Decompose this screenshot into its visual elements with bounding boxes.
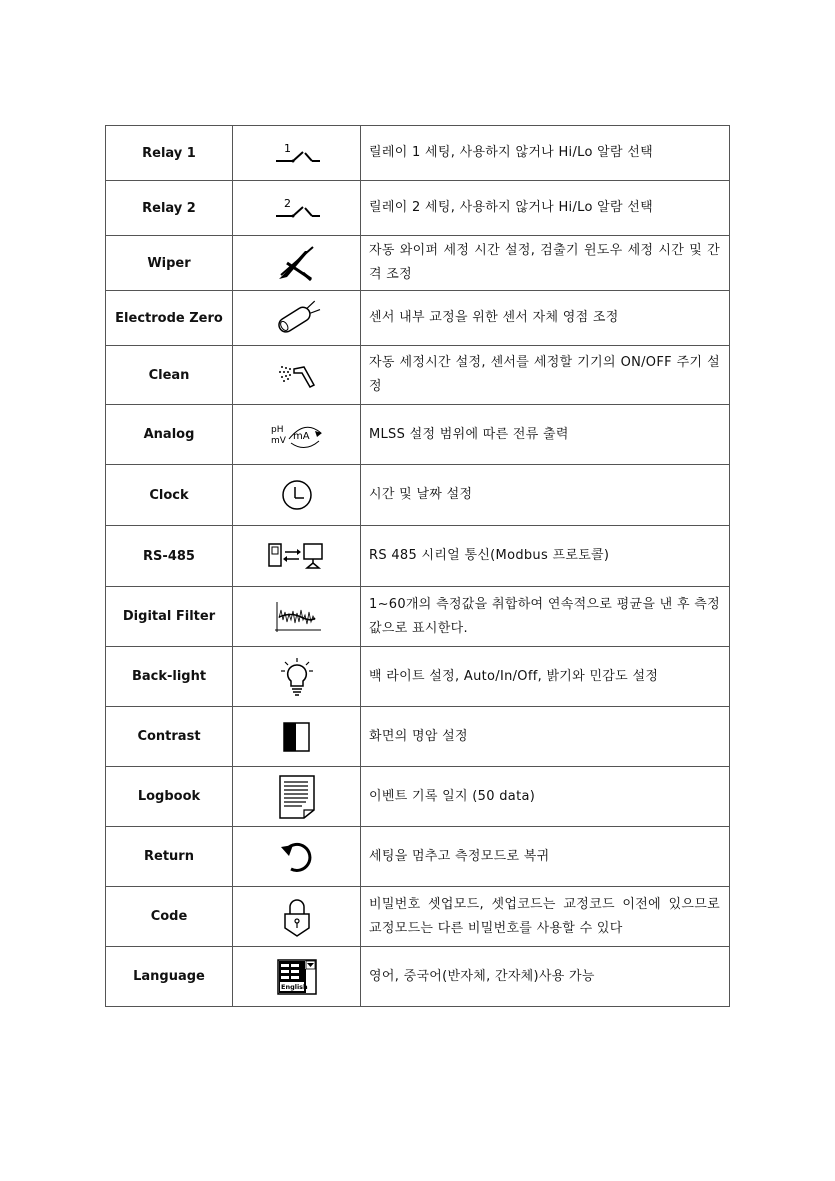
menu-item-description: 릴레이 1 세팅, 사용하지 않거나 Hi/Lo 알람 선택 bbox=[361, 126, 730, 181]
menu-item-name: Clean bbox=[106, 346, 233, 405]
settings-menu-table bbox=[105, 125, 730, 1007]
menu-item-description: 자동 세정시간 설정, 센서를 세정할 기기의 ON/OFF 주기 설정 bbox=[361, 346, 730, 405]
relay-number: 2 bbox=[283, 197, 291, 210]
table-row bbox=[106, 465, 730, 526]
menu-item-description: 이벤트 기록 일지 (50 data) bbox=[361, 767, 730, 827]
table-row bbox=[106, 291, 730, 346]
language-option-english: English bbox=[280, 982, 308, 991]
analog-output-icon bbox=[269, 419, 325, 451]
relay-1-icon bbox=[272, 141, 322, 165]
wiper-icon bbox=[275, 243, 319, 283]
menu-item-description: 1~60개의 측정값을 취합하여 연속적으로 평균을 낸 후 측정값으로 표시한다. bbox=[361, 587, 730, 647]
menu-item-name: Back-light bbox=[106, 647, 233, 707]
menu-item-name: Language bbox=[106, 947, 233, 1007]
menu-item-description: 영어, 중국어(반자체, 간자체)사용 가능 bbox=[361, 947, 730, 1007]
menu-item-name: Relay 1 bbox=[106, 126, 233, 181]
table-row bbox=[106, 405, 730, 465]
table-row bbox=[106, 707, 730, 767]
language-icon bbox=[277, 959, 317, 995]
table-row bbox=[106, 767, 730, 827]
rs485-icon bbox=[267, 540, 327, 572]
table-row bbox=[106, 887, 730, 947]
table-row bbox=[106, 236, 730, 291]
menu-item-name: Analog bbox=[106, 405, 233, 465]
menu-item-description: 시간 및 날짜 설정 bbox=[361, 465, 730, 526]
menu-item-name: Wiper bbox=[106, 236, 233, 291]
return-icon bbox=[277, 839, 317, 875]
analog-mv-label: mV bbox=[270, 435, 286, 446]
analog-ma-label: mA bbox=[292, 430, 310, 442]
menu-item-description: 센서 내부 교정을 위한 센서 자체 영점 조정 bbox=[361, 291, 730, 346]
contrast-icon bbox=[283, 722, 311, 752]
menu-item-name: Return bbox=[106, 827, 233, 887]
menu-item-name: Electrode Zero bbox=[106, 291, 233, 346]
table-row bbox=[106, 647, 730, 707]
digital-filter-icon bbox=[271, 598, 323, 636]
menu-item-description: 백 라이트 설정, Auto/In/Off, 밝기와 민감도 설정 bbox=[361, 647, 730, 707]
menu-item-name: RS-485 bbox=[106, 526, 233, 587]
menu-item-name: Relay 2 bbox=[106, 181, 233, 236]
menu-item-name: Logbook bbox=[106, 767, 233, 827]
menu-item-description: 화면의 명암 설정 bbox=[361, 707, 730, 767]
table-row bbox=[106, 587, 730, 647]
menu-item-description: 자동 와이퍼 세정 시간 설정, 검출기 윈도우 세정 시간 및 간격 조정 bbox=[361, 236, 730, 291]
menu-item-description: RS 485 시리얼 통신(Modbus 프로토콜) bbox=[361, 526, 730, 587]
analog-ph-label: pH bbox=[270, 424, 283, 435]
relay-number: 1 bbox=[283, 142, 291, 155]
menu-item-description: 릴레이 2 세팅, 사용하지 않거나 Hi/Lo 알람 선택 bbox=[361, 181, 730, 236]
electrode-icon bbox=[269, 298, 325, 338]
table-row bbox=[106, 346, 730, 405]
logbook-icon bbox=[278, 774, 316, 820]
menu-item-description: 세팅을 멈추고 측정모드로 복귀 bbox=[361, 827, 730, 887]
table-row bbox=[106, 526, 730, 587]
menu-item-name: Code bbox=[106, 887, 233, 947]
table-row bbox=[106, 126, 730, 181]
clean-nozzle-icon bbox=[274, 359, 320, 391]
lightbulb-icon bbox=[277, 656, 317, 698]
clock-icon bbox=[280, 478, 314, 512]
menu-item-name: Digital Filter bbox=[106, 587, 233, 647]
lock-icon bbox=[281, 896, 313, 938]
table-row bbox=[106, 181, 730, 236]
relay-2-icon bbox=[272, 196, 322, 220]
menu-item-name: Clock bbox=[106, 465, 233, 526]
table-row bbox=[106, 827, 730, 887]
menu-item-description: MLSS 설정 범위에 따른 전류 출력 bbox=[361, 405, 730, 465]
menu-item-description: 비밀번호 셋업모드, 셋업코드는 교정코드 이전에 있으므로 교정모드는 다른 비밀번호를 사용할 수 있다 bbox=[361, 887, 730, 947]
table-row bbox=[106, 947, 730, 1007]
menu-item-name: Contrast bbox=[106, 707, 233, 767]
